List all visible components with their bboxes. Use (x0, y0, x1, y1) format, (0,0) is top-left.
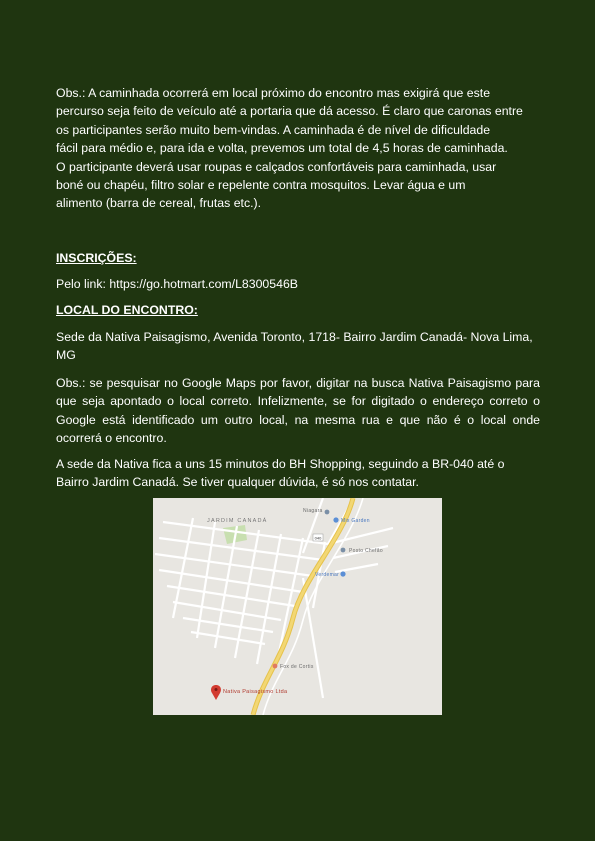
map-label-poi: Verdemar (315, 572, 340, 578)
meeting-address: Sede da Nativa Paisagismo, Avenida Toronto, 1718- Bairro Jardim Canadá- Nova Lima, MG (56, 330, 533, 363)
meeting-heading: LOCAL DO ENCONTRO: (56, 303, 198, 317)
poi-verdemar-icon (340, 571, 345, 576)
location-map[interactable] (153, 498, 442, 715)
poi-fox-icon (273, 664, 278, 669)
registration-heading: INSCRIÇÕES: (56, 251, 137, 265)
intro-paragraph (56, 84, 540, 213)
road-shield-text: 040 (314, 535, 322, 541)
intro-line: os participantes serão muito bem-vindas. A caminhada é de nível de dificuldade (56, 122, 491, 137)
poi-mix-garden-icon (333, 517, 338, 522)
map-graphic (153, 498, 442, 715)
intro-line: boné ou chapéu, filtro solar e repelente contra mosquitos. Levar água e um (56, 178, 466, 193)
map-label-poi: Posto Chefão (349, 548, 383, 554)
intro-line: O participante deverá usar roupas e calçados confortáveis para caminhada, usar (56, 159, 497, 174)
map-label-poi: Fox de Cortis (280, 664, 314, 670)
intro-line: alimento (barra de cereal, frutas etc.). (56, 196, 262, 211)
intro-line: Obs.: A caminhada ocorrerá em local próximo do encontro mas exigirá que este (56, 86, 491, 100)
intro-line: fácil para médio e, para ida e volta, prevemos um total de 4,5 horas de caminhada. (56, 141, 508, 156)
map-label-neighborhood: JARDIM CANADÁ (207, 518, 268, 524)
registration-link-line[interactable]: Pelo link: https://go.hotmart.com/L8300546B (56, 277, 298, 291)
map-label-poi: Niagara (303, 508, 323, 514)
map-label-poi: Mix Garden (341, 518, 370, 524)
intro-line: percurso seja feito de veículo até a portaria que dá acesso. É claro que caronas entre (56, 104, 523, 119)
poi-niagara-icon (325, 510, 330, 515)
meeting-note: Obs.: se pesquisar no Google Maps por favor, digitar na busca Nativa Paisagismo para que seja apontado o local correto. Infelizmente, se for digitado o endereço correto o Google está identificado um outro local, na mesma rua e que não é o local onde ocorrerá o encontro. (56, 376, 540, 446)
meeting-directions: A sede da Nativa fica a uns 15 minutos do BH Shopping, seguindo a BR-040 até o Bairro Jardim Canadá. Se tiver qualquer dúvida, é só nos contatar. (56, 457, 505, 490)
map-label-marker: Nativa Paisagismo Ltda (223, 689, 288, 695)
poi-posto-icon (341, 548, 346, 553)
